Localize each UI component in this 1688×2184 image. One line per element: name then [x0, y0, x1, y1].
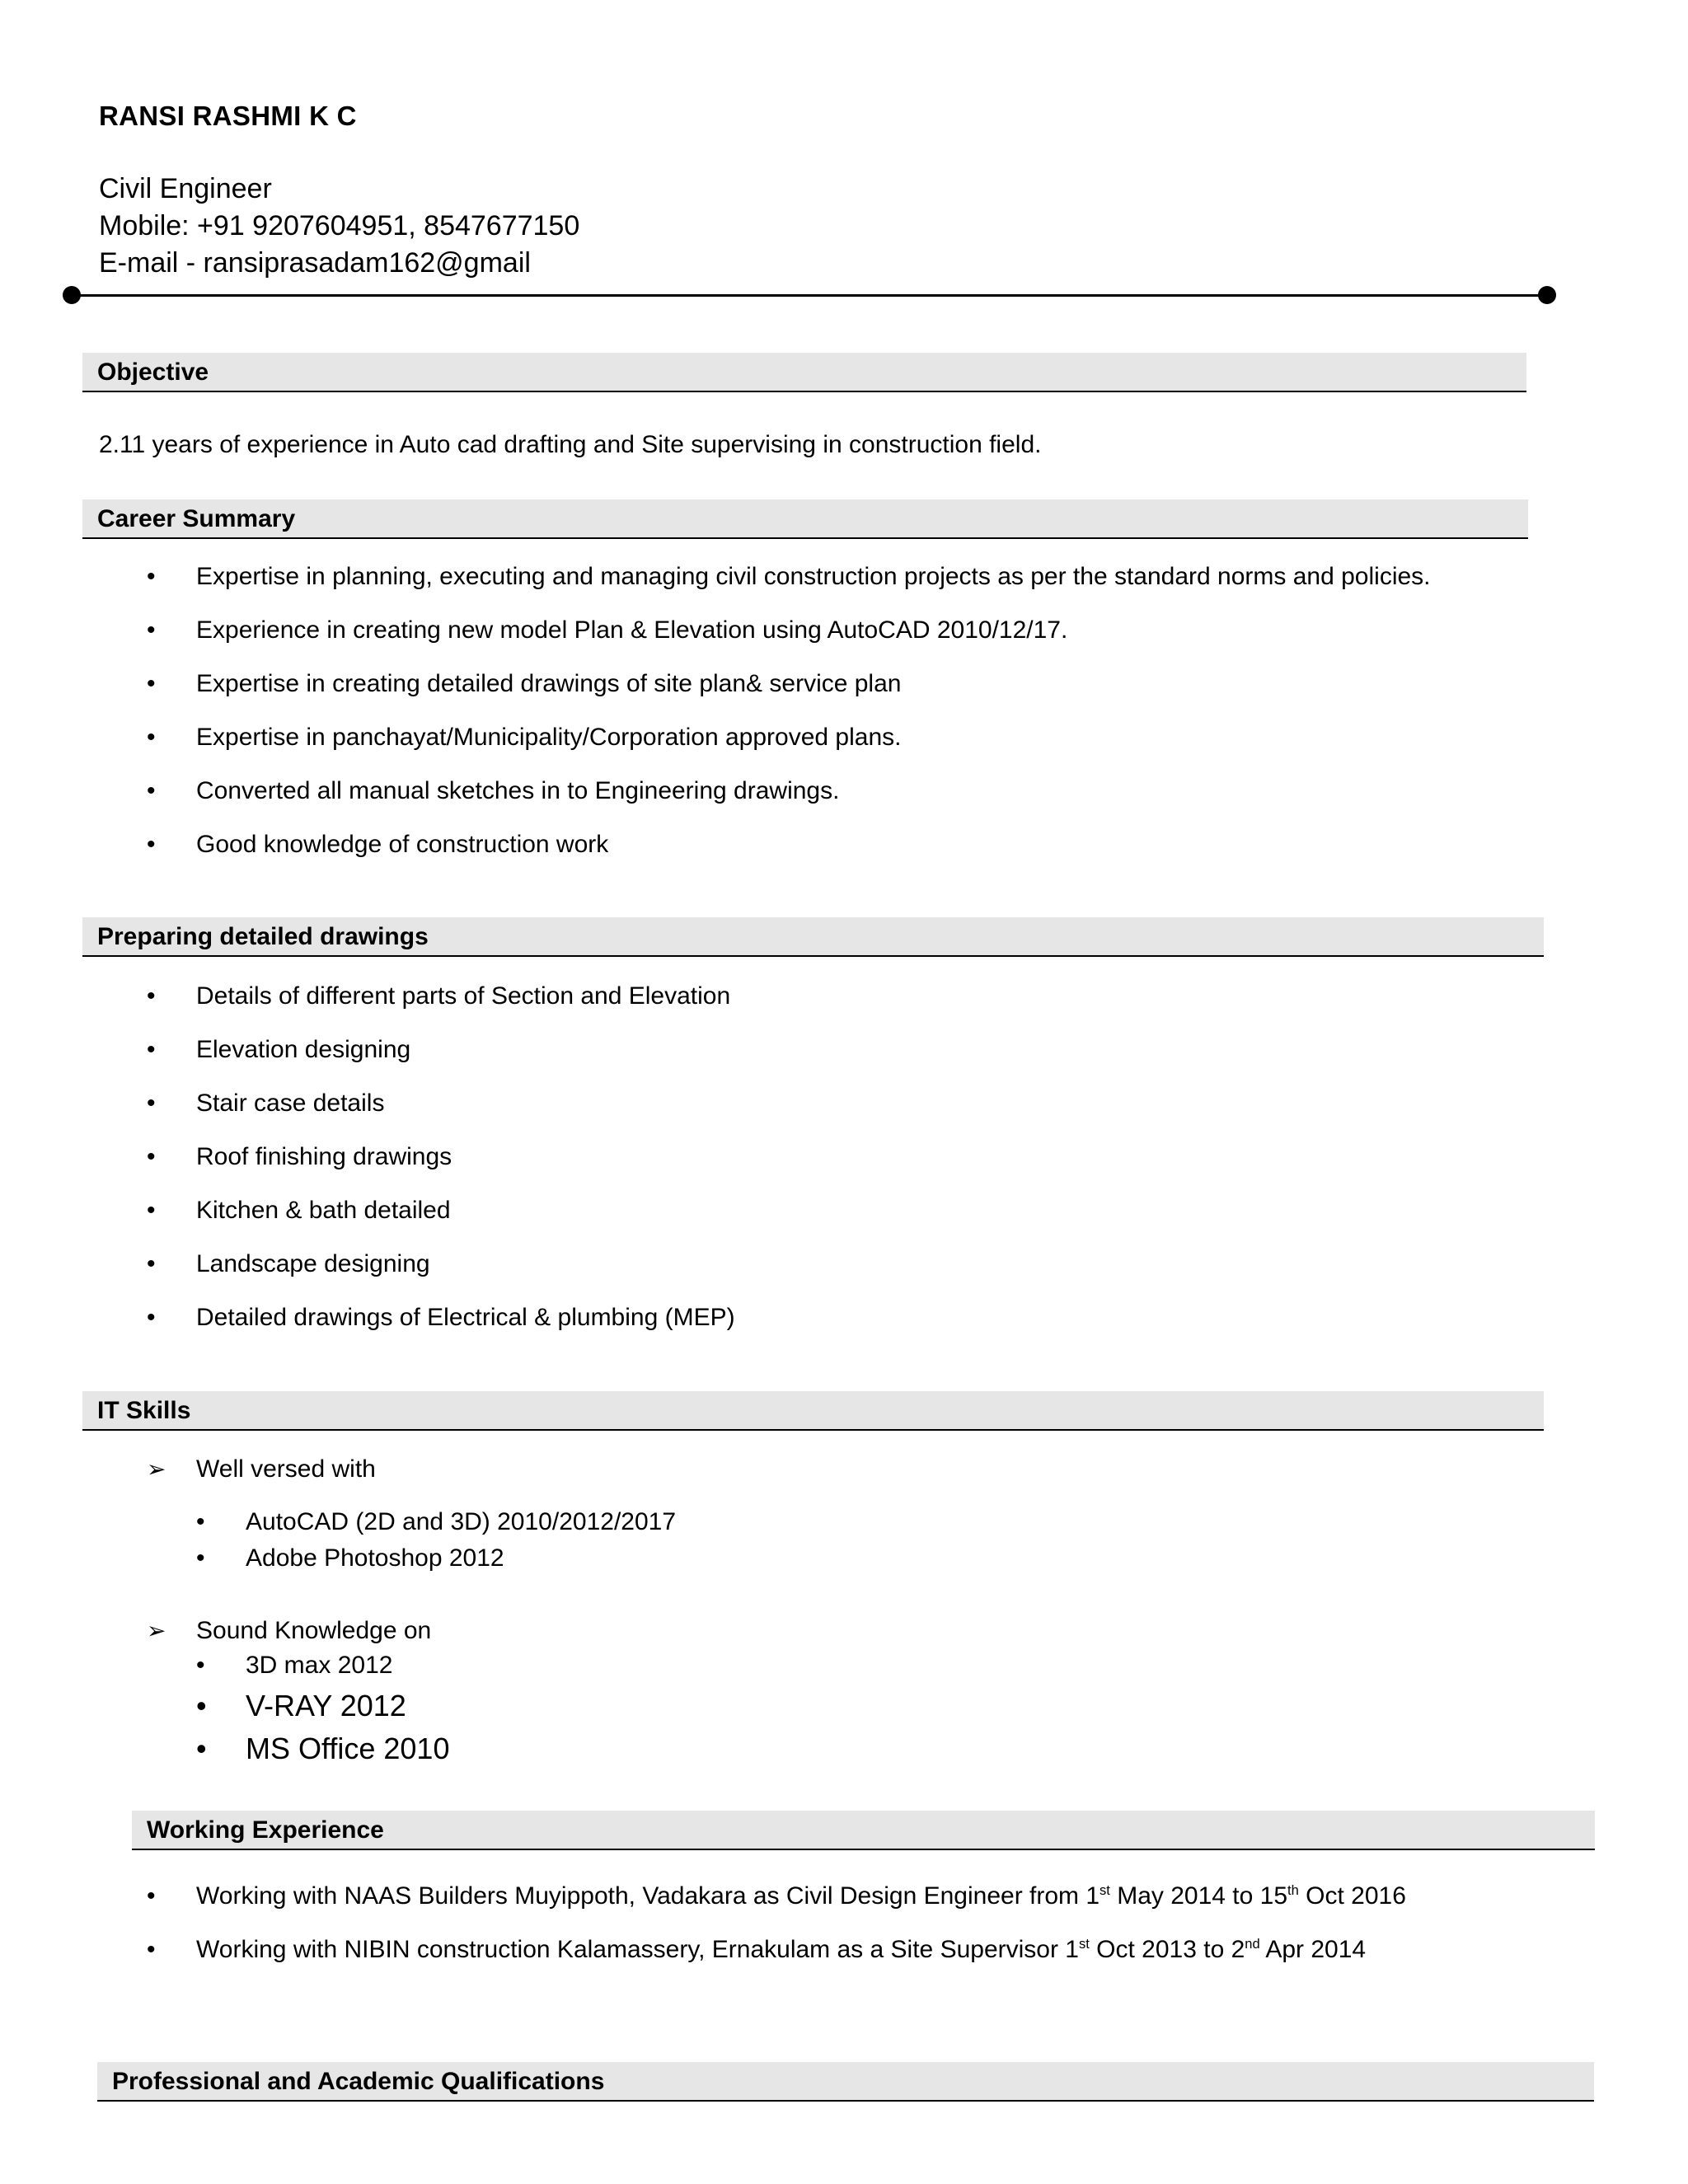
- career-summary-item: Expertise in panchayat/Municipality/Corporation approved plans.: [196, 724, 902, 751]
- job-title: Civil Engineer: [99, 173, 272, 204]
- bullet-icon: •: [196, 1544, 205, 1572]
- job2-sup-1: st: [1078, 1937, 1090, 1952]
- bullet-icon: •: [196, 1689, 207, 1722]
- bullet-icon: •: [196, 1508, 205, 1535]
- bullet-icon: •: [147, 1036, 156, 1063]
- drawings-item: Roof finishing drawings: [196, 1143, 452, 1170]
- job2-sup-2: nd: [1245, 1937, 1260, 1952]
- bullet-icon: •: [147, 616, 156, 644]
- career-summary-item: Good knowledge of construction work: [196, 831, 609, 858]
- career-summary-item: Converted all manual sketches in to Engineering drawings.: [196, 777, 840, 804]
- drawings-heading-bar: [82, 917, 1544, 957]
- bullet-icon: •: [147, 831, 156, 858]
- it-skill-item: V-RAY 2012: [246, 1689, 406, 1722]
- job2-text-b: Oct 2013 to 2: [1089, 1936, 1245, 1963]
- experience-item-2: [196, 1936, 1366, 1964]
- it-skills-group2-label: Sound Knowledge on: [196, 1617, 432, 1644]
- arrow-bullet-icon: ➢: [147, 1456, 166, 1482]
- it-skill-item: 3D max 2012: [246, 1652, 393, 1679]
- it-skills-heading-bar: [82, 1391, 1544, 1431]
- bullet-icon: •: [196, 1652, 205, 1679]
- drawings-item: Kitchen & bath detailed: [196, 1197, 451, 1224]
- bullet-icon: •: [147, 1197, 156, 1224]
- drawings-item: Elevation designing: [196, 1036, 411, 1063]
- career-summary-heading-bar: [82, 499, 1528, 539]
- bullet-icon: •: [147, 1882, 156, 1910]
- bullet-icon: •: [147, 1250, 156, 1277]
- objective-heading-bar: [82, 353, 1526, 392]
- email-line: E-mail - ransiprasadam162@gmail: [99, 247, 531, 279]
- it-skills-group1-label: Well versed with: [196, 1455, 376, 1483]
- bullet-icon: •: [147, 724, 156, 751]
- header-divider: [70, 294, 1548, 297]
- mobile-line: Mobile: +91 9207604951, 8547677150: [99, 210, 580, 241]
- it-skill-item: Adobe Photoshop 2012: [246, 1544, 504, 1572]
- divider-left-dot: [63, 286, 81, 304]
- career-summary-item: Experience in creating new model Plan & Elevation using AutoCAD 2010/12/17.: [196, 616, 1068, 644]
- job1-sup-1: st: [1100, 1883, 1110, 1898]
- experience-item-1: [196, 1882, 1406, 1910]
- career-summary-item: Expertise in planning, executing and managing civil construction projects as per the standard norms and policies.: [196, 563, 1431, 590]
- bullet-icon: •: [147, 1090, 156, 1117]
- job2-text-c: Apr 2014: [1259, 1936, 1367, 1963]
- qualifications-heading: Professional and Academic Qualifications: [112, 2068, 605, 2095]
- candidate-name: RANSI RASHMI K C: [99, 101, 357, 131]
- job1-text-b: May 2014 to 15: [1109, 1882, 1288, 1910]
- bullet-icon: •: [147, 982, 156, 1010]
- drawings-item: Stair case details: [196, 1090, 385, 1117]
- bullet-icon: •: [147, 1304, 156, 1331]
- it-skill-item: MS Office 2010: [246, 1732, 450, 1765]
- bullet-icon: •: [147, 777, 156, 804]
- job1-text-c: Oct 2016: [1298, 1882, 1406, 1910]
- job2-text-a: Working with NIBIN construction Kalamassery, Ernakulam as a Site Supervisor 1: [196, 1936, 1079, 1963]
- experience-heading: Working Experience: [147, 1816, 384, 1844]
- arrow-bullet-icon: ➢: [147, 1618, 166, 1643]
- bullet-icon: •: [147, 1936, 156, 1963]
- divider-right-dot: [1538, 286, 1556, 304]
- bullet-icon: •: [147, 1143, 156, 1170]
- job1-sup-2: th: [1287, 1883, 1299, 1898]
- drawings-item: Details of different parts of Section and Elevation: [196, 982, 731, 1010]
- it-skill-item: AutoCAD (2D and 3D) 2010/2012/2017: [246, 1508, 677, 1535]
- drawings-item: Detailed drawings of Electrical & plumbing (MEP): [196, 1304, 735, 1331]
- it-skills-heading: IT Skills: [97, 1397, 191, 1424]
- bullet-icon: •: [147, 563, 156, 590]
- drawings-item: Landscape designing: [196, 1250, 430, 1277]
- bullet-icon: •: [196, 1732, 207, 1765]
- career-summary-heading: Career Summary: [97, 505, 296, 532]
- objective-heading: Objective: [97, 359, 209, 386]
- career-summary-item: Expertise in creating detailed drawings of site plan& service plan: [196, 670, 902, 697]
- objective-text: 2.11 years of experience in Auto cad drafting and Site supervising in construction field.: [99, 431, 1042, 458]
- experience-heading-bar: [132, 1811, 1595, 1850]
- job1-text-a: Working with NAAS Builders Muyippoth, Vadakara as Civil Design Engineer from 1: [196, 1882, 1100, 1910]
- drawings-heading: Preparing detailed drawings: [97, 923, 429, 950]
- bullet-icon: •: [147, 670, 156, 697]
- qualifications-heading-bar: [97, 2062, 1594, 2102]
